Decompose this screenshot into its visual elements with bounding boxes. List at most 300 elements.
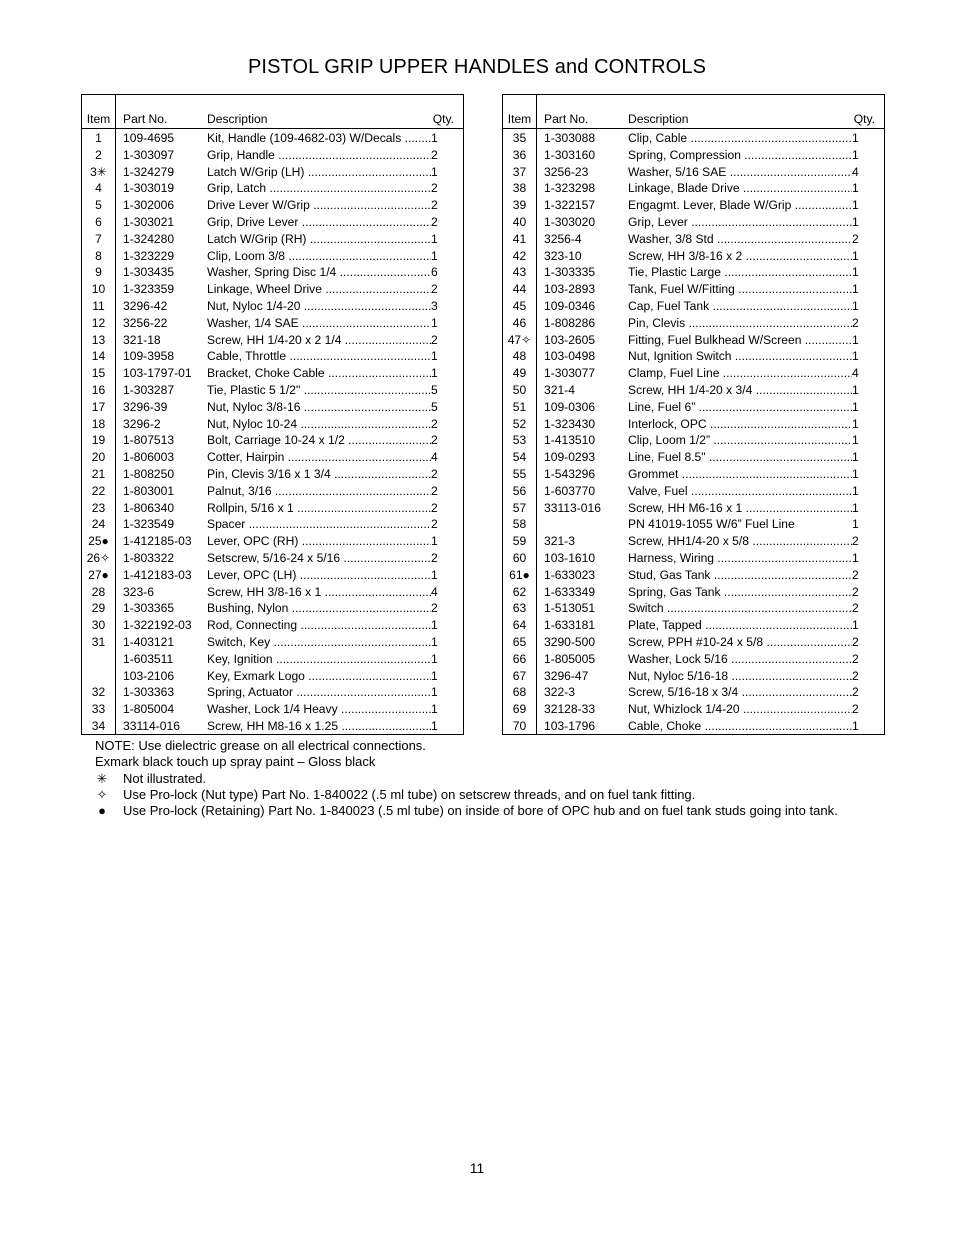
description: Linkage, Blade Drive ..... — [628, 180, 852, 197]
part-number: 3296-42 — [123, 298, 168, 313]
part-number: 1-633181 — [544, 618, 596, 633]
table-row — [82, 567, 463, 584]
part-number: 1-303020 — [544, 214, 596, 229]
item-number: 28 — [91, 584, 106, 599]
description: Spacer ..... — [207, 516, 431, 533]
table-row — [503, 718, 884, 735]
part-number: 1-303435 — [123, 265, 175, 280]
table-row — [503, 214, 884, 231]
description: Rod, Connecting ..... — [207, 617, 431, 634]
quantity: 1 — [852, 517, 859, 532]
description: Switch ..... — [628, 600, 852, 617]
quantity: 2 — [431, 433, 438, 448]
quantity: 2 — [431, 416, 438, 431]
description: Screw, HH M8-16 x 1.25 ..... — [207, 718, 431, 735]
item-number: 6 — [95, 214, 102, 229]
table-row — [82, 617, 463, 634]
item-number: 21 — [91, 466, 106, 481]
table-row — [503, 264, 884, 281]
item-number: 69 — [512, 702, 527, 717]
quantity: 6 — [431, 265, 438, 280]
description: Cap, Fuel Tank ..... — [628, 298, 852, 315]
description: Screw, HH M6-16 x 1 ..... — [628, 500, 852, 517]
item-number: 43 — [512, 265, 527, 280]
item-number: 25● — [88, 534, 109, 549]
item-number: 20 — [91, 450, 106, 465]
item-number: 5 — [95, 198, 102, 213]
table-row — [503, 550, 884, 567]
table-row — [503, 634, 884, 651]
quantity: 1 — [852, 433, 859, 448]
table-row — [503, 197, 884, 214]
table-row — [82, 701, 463, 718]
table-row — [503, 516, 884, 533]
header-item: Item — [507, 112, 532, 126]
quantity: 2 — [431, 332, 438, 347]
quantity: 1 — [431, 651, 438, 666]
item-number: 41 — [512, 231, 527, 246]
description: Spring, Actuator ..... — [207, 684, 431, 701]
part-number: 1-324280 — [123, 231, 175, 246]
table-row — [82, 248, 463, 265]
part-number: 103-2106 — [123, 668, 175, 683]
quantity: 1 — [431, 164, 438, 179]
quantity: 1 — [431, 349, 438, 364]
item-number: 7 — [95, 231, 102, 246]
item-number: 16 — [91, 382, 106, 397]
quantity: 1 — [852, 718, 859, 733]
part-number: 3290-500 — [544, 634, 596, 649]
part-number: 1-543296 — [544, 466, 596, 481]
item-number: 40 — [512, 214, 527, 229]
quantity: 5 — [431, 399, 438, 414]
part-number: 32128-33 — [544, 702, 596, 717]
item-number: 29 — [91, 601, 106, 616]
bullet-icon: ● — [98, 803, 106, 819]
table-header — [503, 111, 884, 129]
description: Pin, Clevis ..... — [628, 315, 852, 332]
table-row — [82, 365, 463, 382]
description: Clip, Loom 1/2” ..... — [628, 432, 852, 449]
quantity: 5 — [431, 382, 438, 397]
item-number: 68 — [512, 685, 527, 700]
quantity: 2 — [431, 181, 438, 196]
quantity: 2 — [431, 601, 438, 616]
table-row — [503, 449, 884, 466]
part-number: 3256-4 — [544, 231, 582, 246]
quantity: 2 — [431, 198, 438, 213]
item-number: 13 — [91, 332, 106, 347]
item-number: 39 — [512, 198, 527, 213]
item-number: 35 — [512, 131, 527, 145]
part-number: 1-303019 — [123, 181, 175, 196]
table-row — [82, 315, 463, 332]
part-number: 1-808286 — [544, 315, 596, 330]
item-number: 27● — [88, 567, 109, 582]
quantity: 2 — [852, 315, 859, 330]
description: Setscrew, 5/16-24 x 5/16 ..... — [207, 550, 431, 567]
table-row — [82, 382, 463, 399]
description: Grip, Latch ..... — [207, 180, 431, 197]
quantity: 4 — [852, 164, 859, 179]
description: Washer, 1/4 SAE ..... — [207, 315, 431, 332]
quantity: 2 — [852, 567, 859, 582]
description: Fitting, Fuel Bulkhead W/Screen ..... — [628, 332, 852, 349]
quantity: 1 — [852, 550, 859, 565]
diamond-star-icon: ✧ — [96, 786, 108, 802]
part-number: 1-303021 — [123, 214, 175, 229]
quantity: 1 — [852, 298, 859, 313]
table-row — [82, 197, 463, 214]
part-number: 323-10 — [544, 248, 582, 263]
description: Switch, Key ..... — [207, 634, 431, 651]
description: Pin, Clevis 3/16 x 1 3/4 ..... — [207, 466, 431, 483]
description: Latch W/Grip (RH) ..... — [207, 231, 431, 248]
part-number: 1-303335 — [544, 265, 596, 280]
table-body — [503, 130, 884, 735]
quantity: 1 — [431, 668, 438, 683]
table-row — [82, 600, 463, 617]
table-row — [503, 600, 884, 617]
part-number: 1-303287 — [123, 382, 175, 397]
description: Lever, OPC (LH) ..... — [207, 567, 431, 584]
description: Washer, Lock 5/16 ..... — [628, 651, 852, 668]
header-description: Description — [628, 112, 689, 126]
table-row — [503, 382, 884, 399]
description: Washer, Lock 1/4 Heavy ..... — [207, 701, 431, 718]
quantity: 1 — [431, 534, 438, 549]
item-number: 2 — [95, 147, 102, 162]
table-row — [82, 399, 463, 416]
parts-table-left — [81, 94, 464, 735]
description: Nut, Nyloc 5/16-18 ..... — [628, 668, 852, 685]
item-number: 53 — [512, 433, 527, 448]
description: Washer, 5/16 SAE ..... — [628, 164, 852, 181]
quantity: 2 — [431, 483, 438, 498]
item-number: 63 — [512, 601, 527, 616]
item-number: 23 — [91, 500, 106, 515]
quantity: 1 — [852, 282, 859, 297]
description: Grip, Lever ..... — [628, 214, 852, 231]
table-row — [82, 164, 463, 181]
item-number: 65 — [512, 634, 527, 649]
item-number: 18 — [91, 416, 106, 431]
quantity: 2 — [852, 601, 859, 616]
description: Clip, Loom 3/8 ..... — [207, 248, 431, 265]
part-number: 1-808250 — [123, 466, 175, 481]
item-number: 70 — [512, 718, 527, 733]
quantity: 1 — [431, 634, 438, 649]
description: Stud, Gas Tank ..... — [628, 567, 852, 584]
quantity: 1 — [852, 181, 859, 196]
page-title: PISTOL GRIP UPPER HANDLES and CONTROLS — [247, 56, 707, 78]
part-number: 1-323298 — [544, 181, 596, 196]
part-number: 1-803322 — [123, 550, 175, 565]
item-number: 38 — [512, 181, 527, 196]
quantity: 2 — [852, 534, 859, 549]
table-row — [503, 617, 884, 634]
table-row — [82, 298, 463, 315]
description: Cable, Throttle ..... — [207, 348, 431, 365]
part-number: 1-806003 — [123, 450, 175, 465]
quantity: 1 — [852, 332, 859, 347]
description: Bracket, Choke Cable ..... — [207, 365, 431, 382]
description: Drive Lever W/Grip ..... — [207, 197, 431, 214]
table-row — [82, 500, 463, 517]
part-number: 1-403121 — [123, 634, 175, 649]
asterisk-icon: ✳ — [96, 770, 108, 786]
table-row — [503, 180, 884, 197]
quantity: 1 — [431, 618, 438, 633]
table-row — [503, 315, 884, 332]
part-number: 1-807513 — [123, 433, 175, 448]
item-number: 57 — [512, 500, 527, 515]
parts-table-right — [502, 94, 885, 735]
item-number: 62 — [512, 584, 527, 599]
description: Interlock, OPC ..... — [628, 416, 852, 433]
table-row — [82, 533, 463, 550]
item-number: 61● — [509, 567, 530, 582]
header-item: Item — [86, 112, 111, 126]
table-row — [82, 180, 463, 197]
table-row — [503, 584, 884, 601]
quantity: 1 — [852, 399, 859, 414]
item-number: 60 — [512, 550, 527, 565]
part-number: 103-1797-01 — [123, 366, 192, 381]
quantity: 1 — [431, 315, 438, 330]
description: Linkage, Wheel Drive ..... — [207, 281, 431, 298]
quantity: 2 — [852, 634, 859, 649]
description: Bushing, Nylon ..... — [207, 600, 431, 617]
header-qty: Qty. — [853, 112, 875, 126]
table-row — [82, 432, 463, 449]
table-row — [82, 516, 463, 533]
header-description: Description — [207, 112, 268, 126]
table-row — [82, 584, 463, 601]
part-number: 1-323430 — [544, 416, 596, 431]
table-row — [503, 231, 884, 248]
table-row — [503, 701, 884, 718]
description: Screw, 5/16-18 x 3/4 ..... — [628, 684, 852, 701]
item-number: 8 — [95, 248, 102, 263]
quantity: 4 — [431, 450, 438, 465]
table-row — [82, 348, 463, 365]
header-part-no: Part No. — [544, 112, 589, 126]
item-number: 10 — [91, 282, 106, 297]
item-number: 32 — [91, 685, 106, 700]
quantity: 2 — [852, 231, 859, 246]
part-number: 321-4 — [544, 382, 575, 397]
quantity: 1 — [431, 567, 438, 582]
note-prolock-nut — [95, 787, 885, 803]
item-number: 49 — [512, 366, 527, 381]
quantity: 2 — [852, 651, 859, 666]
description: Cotter, Hairpin ..... — [207, 449, 431, 466]
item-number: 44 — [512, 282, 527, 297]
item-number: 55 — [512, 466, 527, 481]
description: Clamp, Fuel Line ..... — [628, 365, 852, 382]
table-row — [503, 567, 884, 584]
part-number: 323-6 — [123, 584, 154, 599]
item-number: 19 — [91, 433, 106, 448]
part-number: 103-2605 — [544, 332, 596, 347]
quantity: 2 — [431, 214, 438, 229]
quantity: 4 — [852, 366, 859, 381]
description: Grip, Handle ..... — [207, 147, 431, 164]
description: Key, Exmark Logo ..... — [207, 668, 431, 685]
table-row — [82, 231, 463, 248]
quantity: 2 — [431, 147, 438, 162]
quantity: 1 — [852, 248, 859, 263]
table-row — [82, 668, 463, 685]
item-number: 22 — [91, 483, 106, 498]
item-number: 37 — [512, 164, 527, 179]
quantity: 1 — [852, 450, 859, 465]
table-row — [82, 147, 463, 164]
item-number: 47✧ — [507, 332, 532, 347]
part-number: 1-412183-03 — [123, 567, 192, 582]
item-number: 46 — [512, 315, 527, 330]
description: PN 41019-1055 W/6” Fuel Line — [628, 517, 795, 532]
quantity: 2 — [431, 550, 438, 565]
description: Nut, Nyloc 1/4-20 ..... — [207, 298, 431, 315]
table-row — [503, 248, 884, 265]
item-number: 36 — [512, 147, 527, 162]
description: Nut, Ignition Switch ..... — [628, 348, 852, 365]
quantity: 1 — [852, 382, 859, 397]
table-row — [503, 130, 884, 147]
header-qty: Qty. — [432, 112, 454, 126]
quantity: 2 — [852, 584, 859, 599]
quantity: 1 — [852, 131, 859, 145]
quantity: 1 — [431, 231, 438, 246]
table-row — [503, 281, 884, 298]
quantity: 1 — [852, 483, 859, 498]
quantity: 1 — [431, 248, 438, 263]
part-number: 1-323549 — [123, 517, 175, 532]
item-number: 14 — [91, 349, 106, 364]
item-number: 3✳ — [90, 164, 107, 179]
description: Valve, Fuel ..... — [628, 483, 852, 500]
part-number: 1-413510 — [544, 433, 596, 448]
description: Grommet ..... — [628, 466, 852, 483]
item-number: 56 — [512, 483, 527, 498]
description: Clip, Cable ..... — [628, 130, 852, 147]
item-number: 11 — [92, 298, 105, 313]
part-number: 1-803001 — [123, 483, 175, 498]
quantity: 1 — [852, 466, 859, 481]
part-number: 3256-22 — [123, 315, 168, 330]
part-number: 33113-016 — [544, 500, 601, 515]
quantity: 1 — [431, 702, 438, 717]
item-number: 54 — [512, 450, 527, 465]
item-number: 66 — [512, 651, 527, 666]
description: Spring, Gas Tank ..... — [628, 584, 852, 601]
table-row — [82, 634, 463, 651]
table-header — [82, 111, 463, 129]
description: Plate, Tapped ..... — [628, 617, 852, 634]
part-number: 109-0306 — [544, 399, 596, 414]
item-number: 67 — [512, 668, 527, 683]
description: Cable, Choke ..... — [628, 718, 852, 735]
description: Nut, Nyloc 3/8-16 ..... — [207, 399, 431, 416]
part-number: 321-3 — [544, 534, 575, 549]
part-number: 1-303363 — [123, 685, 175, 700]
description: Screw, HH 3/8-16 x 1 ..... — [207, 584, 431, 601]
part-number: 1-303097 — [123, 147, 175, 162]
part-number: 1-806340 — [123, 500, 175, 515]
table-row — [503, 533, 884, 550]
part-number: 109-0293 — [544, 450, 596, 465]
part-number: 321-18 — [123, 332, 161, 347]
description: Kit, Handle (109-4682-03) W/Decals ..... — [207, 130, 431, 147]
part-number: 1-303365 — [123, 601, 175, 616]
table-row — [503, 432, 884, 449]
item-number: 26✧ — [86, 550, 111, 565]
table-row — [82, 718, 463, 735]
quantity: 2 — [431, 466, 438, 481]
part-number: 1-324279 — [123, 164, 175, 179]
quantity: 3 — [431, 298, 438, 313]
item-number: 59 — [512, 534, 527, 549]
part-number: 1-412185-03 — [123, 534, 192, 549]
item-number: 45 — [512, 298, 527, 313]
note-touch-up-paint: Exmark black touch up spray paint – Gloss black — [95, 754, 376, 770]
item-number: 50 — [512, 382, 527, 397]
item-number: 12 — [91, 315, 106, 330]
table-row — [82, 483, 463, 500]
table-row — [503, 332, 884, 349]
table-row — [503, 466, 884, 483]
page-number: 11 — [469, 1160, 485, 1176]
description: Spring, Compression ..... — [628, 147, 852, 164]
note-prolock-retaining — [95, 803, 885, 819]
quantity: 1 — [852, 147, 859, 162]
table-row — [503, 668, 884, 685]
quantity: 1 — [852, 618, 859, 633]
notes-section — [95, 738, 885, 819]
table-row — [503, 164, 884, 181]
part-number: 1-303088 — [544, 131, 596, 145]
item-number: 15 — [91, 366, 106, 381]
description: Line, Fuel 8.5" ..... — [628, 449, 852, 466]
description: Washer, Spring Disc 1/4 ..... — [207, 264, 431, 281]
table-row — [503, 684, 884, 701]
table-row — [503, 348, 884, 365]
part-number: 1-303077 — [544, 366, 596, 381]
part-number: 3296-47 — [544, 668, 589, 683]
table-row — [82, 264, 463, 281]
table-row — [82, 214, 463, 231]
description: Nut, Nyloc 10-24 ..... — [207, 416, 431, 433]
description: Screw, HH 1/4-20 x 2 1/4 ..... — [207, 332, 431, 349]
description: Screw, PPH #10-24 x 5/8 ..... — [628, 634, 852, 651]
item-number: 9 — [95, 265, 102, 280]
table-row — [82, 281, 463, 298]
part-number: 1-322157 — [544, 198, 596, 213]
item-number: 4 — [95, 181, 102, 196]
table-row — [82, 449, 463, 466]
note-dielectric-grease: NOTE: Use dielectric grease on all electrical connections. — [95, 738, 426, 753]
table-row — [503, 500, 884, 517]
description: Palnut, 3/16 ..... — [207, 483, 431, 500]
description: Screw, HH 3/8-16 x 2 ..... — [628, 248, 852, 265]
table-row — [503, 651, 884, 668]
part-number: 1-633023 — [544, 567, 596, 582]
part-number: 1-322192-03 — [123, 618, 192, 633]
description: Tie, Plastic Large ..... — [628, 264, 852, 281]
table-row — [503, 147, 884, 164]
